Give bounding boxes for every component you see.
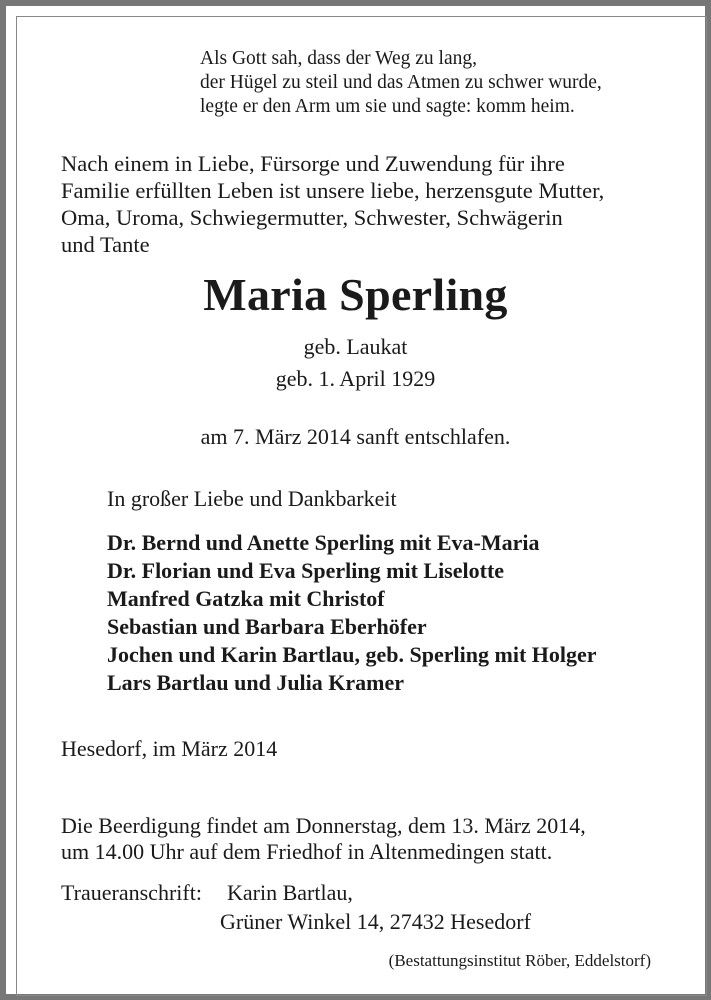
funeral-line: Die Beerdigung findet am Donnerstag, dem 13. März 2014,: [61, 813, 586, 838]
birth-date: geb. 1. April 1929: [275, 366, 436, 391]
funeral-line: um 14.00 Uhr auf dem Friedhof in Altenmedingen statt.: [61, 839, 553, 864]
intro-line: Oma, Uroma, Schwiegermutter, Schwester, Schwägerin: [61, 205, 563, 230]
mourner-name: Manfred Gatzka mit Christof: [107, 586, 385, 611]
poem: [200, 47, 602, 119]
intro-text: [61, 150, 604, 258]
mourner-name: Dr. Florian und Eva Sperling mit Liselotte: [107, 558, 505, 583]
mourner-name: Jochen und Karin Bartlau, geb. Sperling mit Holger: [107, 642, 597, 667]
address-street: Grüner Winkel 14, 27432 Hesedorf: [220, 909, 531, 934]
mourners-list: [107, 529, 597, 697]
death-statement: am 7. März 2014 sanft entschlafen.: [200, 424, 511, 449]
intro-line: und Tante: [61, 232, 150, 257]
mourner-name: Lars Bartlau und Julia Kramer: [107, 670, 405, 695]
poem-line: der Hügel zu steil und das Atmen zu schwer wurde,: [200, 72, 602, 93]
dedication: In großer Liebe und Dankbarkeit: [107, 486, 397, 511]
intro-line: Nach einem in Liebe, Fürsorge und Zuwendung für ihre: [61, 151, 565, 176]
place-date: Hesedorf, im März 2014: [61, 736, 278, 761]
deceased-name: Maria Sperling: [203, 269, 508, 320]
address-label: Traueranschrift:: [61, 880, 202, 905]
maiden-name: geb. Laukat: [303, 334, 408, 359]
mourner-name: Dr. Bernd und Anette Sperling mit Eva-Maria: [107, 530, 540, 555]
funeral-info: [61, 813, 586, 865]
poem-line: legte er den Arm um sie und sagte: komm heim.: [200, 96, 575, 117]
undertaker-credit: (Bestattungsinstitut Röber, Eddelstorf): [388, 951, 651, 970]
poem-line: Als Gott sah, dass der Weg zu lang,: [200, 48, 477, 69]
intro-line: Familie erfüllten Leben ist unsere liebe, herzensgute Mutter,: [61, 178, 605, 203]
mourner-name: Sebastian und Barbara Eberhöfer: [107, 614, 427, 639]
address-name: Karin Bartlau,: [227, 880, 353, 905]
